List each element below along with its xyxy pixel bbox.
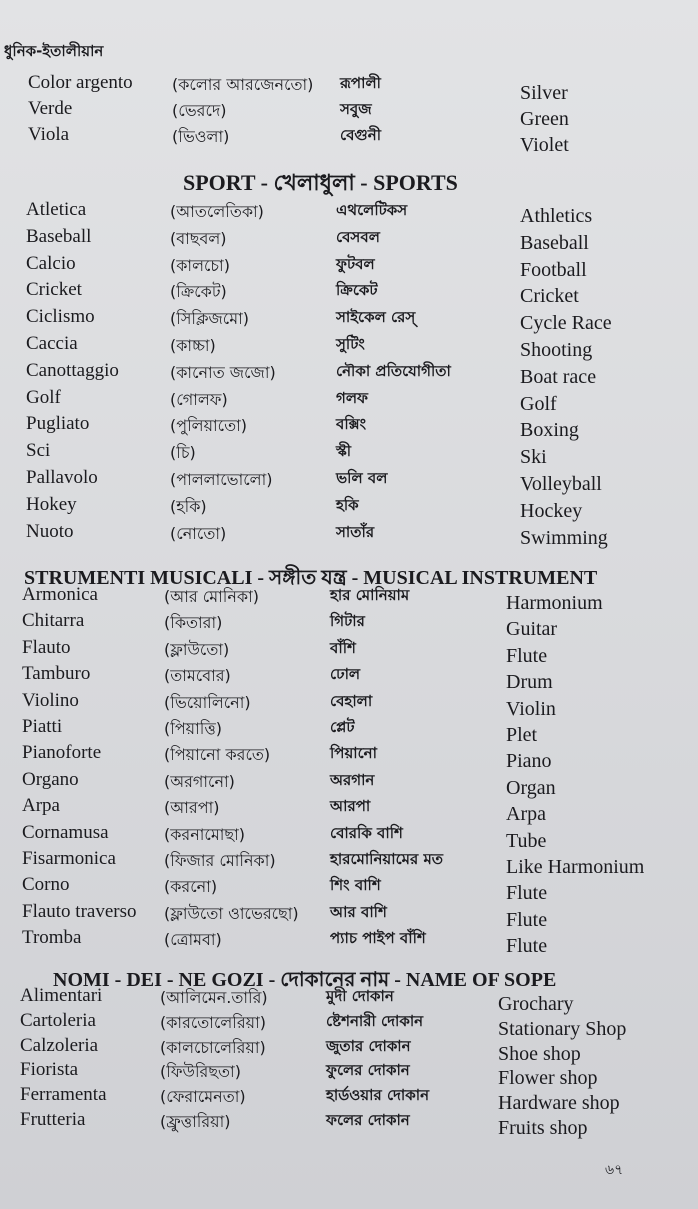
bengali-word: সবুজ: [340, 100, 372, 118]
english-word: Baseball: [520, 231, 589, 254]
vocab-row: [0, 1009, 698, 1040]
bengali-word: ক্রিকেট: [336, 281, 378, 300]
bengali-word: প্লেট: [330, 718, 355, 736]
bengali-word: বেহালা: [330, 691, 373, 710]
pronunciation: (চি): [170, 443, 196, 463]
english-word: Harmonium: [506, 592, 603, 614]
vocab-row: [0, 72, 698, 104]
vocab-row: [0, 124, 698, 156]
italian-word: Hokey: [26, 493, 77, 515]
sports-heading: SPORT - খেলাধুলা - SPORTS: [183, 170, 458, 195]
english-word: Athletics: [520, 205, 593, 227]
italian-word: Tromba: [22, 927, 82, 949]
italian-word: Cartoleria: [20, 1009, 96, 1031]
bengali-word: ফলের দোকান: [326, 1111, 410, 1129]
vocab-row: [0, 848, 698, 878]
italian-word: Caccia: [26, 333, 78, 354]
italian-word: Cornamusa: [22, 821, 109, 843]
vocab-row: [0, 467, 698, 493]
bengali-word: বক্সিং: [336, 415, 367, 434]
pronunciation: (পিয়াত্তি): [164, 719, 223, 738]
bengali-word: বেসবল: [336, 227, 380, 246]
pronunciation: (সিক্লিজমো): [170, 309, 250, 329]
english-word: Ski: [520, 446, 547, 469]
vocab-row: [0, 716, 698, 746]
pronunciation: (তামবোর): [164, 666, 231, 686]
english-word: Green: [520, 108, 569, 130]
vocab-row: [0, 742, 698, 773]
pronunciation: (ফ্লাউতো): [164, 639, 230, 659]
italian-word: Pugliato: [26, 413, 90, 435]
pronunciation: (গোলফ): [170, 389, 228, 409]
italian-word: Pianoforte: [22, 742, 102, 764]
bengali-word: হকি: [336, 495, 359, 514]
italian-word: Flauto traverso: [22, 900, 137, 922]
english-word: Flower shop: [498, 1067, 598, 1090]
italian-word: Alimentari: [20, 985, 103, 1006]
vocab-row: [0, 98, 698, 130]
vocab-row: [0, 199, 698, 225]
pronunciation: (হকি): [170, 496, 207, 516]
vocab-row: [0, 768, 698, 799]
pronunciation: (ভিওলা): [172, 127, 230, 146]
vocab-row: [0, 494, 698, 520]
pronunciation: (ফেরামেনতা): [160, 1087, 246, 1107]
bengali-word: প্যাচ পাইপ বাঁশি: [330, 929, 426, 948]
bengali-word: আরপা: [330, 797, 371, 816]
shops-heading: NOMI - DEI - NE GOZI - দোকানের নাম - NAME OF SOPE: [53, 969, 557, 991]
english-word: Volleyball: [520, 473, 602, 495]
vocab-row: [0, 610, 698, 641]
english-word: Like Harmonium: [506, 856, 645, 878]
pronunciation: (ভেরদে): [172, 101, 227, 120]
page-number: ৬৭: [605, 1162, 624, 1178]
music-heading: STRUMENTI MUSICALI - সঙ্গীত যন্ত্র - MUSICAL INSTRUMENT: [24, 567, 598, 589]
bengali-word: হারমোনিয়ামের মত: [330, 850, 444, 868]
vocab-row: [0, 1109, 698, 1139]
english-word: Guitar: [506, 618, 558, 641]
vocab-row: [0, 795, 698, 826]
italian-word: Calcio: [26, 252, 76, 274]
bengali-word: মুদী দোকান: [326, 987, 394, 1005]
bengali-word: সুটিং: [336, 335, 365, 353]
italian-word: Armonica: [22, 584, 98, 605]
english-word: Hardware shop: [498, 1092, 620, 1115]
italian-word: Nuoto: [26, 520, 74, 542]
english-word: Boat race: [520, 365, 597, 388]
bengali-word: স্কী: [336, 442, 352, 461]
pronunciation: (কালচো): [170, 255, 230, 275]
italian-word: Verde: [28, 98, 73, 119]
english-word: Flute: [506, 908, 548, 931]
italian-word: Viola: [28, 124, 70, 145]
vocab-row: [0, 1034, 698, 1065]
bengali-word: নৌকা প্রতিযোগীতা: [336, 361, 451, 380]
vocab-row: [0, 521, 698, 547]
running-header: ধুনিক-ইতালীয়ান: [4, 42, 104, 60]
vocab-row: [0, 584, 698, 614]
pronunciation: (কাচ্চা): [170, 336, 216, 355]
italian-word: Arpa: [22, 795, 60, 817]
vocab-row: [0, 1059, 698, 1090]
english-word: Shoe shop: [498, 1042, 581, 1065]
vocab-row: [0, 874, 698, 905]
bengali-word: ফুলের দোকান: [326, 1061, 410, 1080]
pronunciation: (পুলিয়াতো): [170, 416, 247, 436]
bengali-word: ঢোল: [330, 665, 361, 684]
english-word: Violet: [520, 134, 569, 156]
pronunciation: (করনামোছা): [164, 824, 245, 844]
bengali-word: ষ্টেশনারী দোকান: [326, 1011, 424, 1030]
english-word: Stationary Shop: [498, 1017, 627, 1040]
pronunciation: (পিয়ানো করতে): [164, 745, 271, 765]
bengali-word: হার মোনিয়াম: [330, 586, 410, 604]
bengali-word: গলফ: [336, 388, 368, 407]
italian-word: Canottaggio: [26, 359, 119, 381]
italian-word: Organo: [22, 768, 79, 790]
vocab-row: [0, 226, 698, 252]
pronunciation: (কানোত জজো): [170, 362, 276, 382]
italian-word: Baseball: [26, 225, 92, 247]
vocab-row: [0, 440, 698, 469]
italian-word: Fisarmonica: [22, 848, 116, 869]
english-word: Shooting: [520, 339, 593, 361]
italian-word: Sci: [26, 440, 51, 462]
bengali-word: জুতার দোকান: [326, 1036, 411, 1055]
vocab-row: [0, 279, 698, 308]
bengali-word: আর বাশি: [330, 902, 387, 921]
pronunciation: (করনো): [164, 877, 218, 897]
italian-word: Atletica: [26, 199, 87, 220]
vocab-row: [0, 387, 698, 413]
vocab-row: [0, 253, 698, 279]
english-word: Golf: [520, 392, 557, 415]
vocab-row: [0, 413, 698, 442]
italian-word: Piatti: [22, 716, 63, 737]
vocab-row: [0, 333, 698, 359]
english-word: Flute: [506, 935, 548, 958]
vocab-row: [0, 636, 698, 667]
pronunciation: (বাছবল): [170, 228, 227, 248]
english-word: Flute: [506, 882, 548, 905]
italian-word: Frutteria: [20, 1109, 86, 1130]
english-word: Football: [520, 258, 587, 281]
english-word: Hockey: [520, 499, 583, 522]
italian-word: Pallavolo: [26, 467, 98, 488]
english-word: Flute: [506, 644, 548, 667]
english-word: Violin: [506, 697, 556, 720]
pronunciation: (আরপা): [164, 798, 220, 818]
english-word: Grochary: [498, 993, 574, 1015]
vocab-row: [0, 663, 698, 694]
italian-word: Golf: [26, 386, 61, 408]
bengali-word: সাইকেল রেস্: [336, 308, 416, 327]
italian-word: Color argento: [28, 72, 133, 93]
pronunciation: (ফ্রুত্তারিয়া): [160, 1112, 231, 1131]
pronunciation: (ফিউরিছতা): [160, 1062, 241, 1082]
english-word: Cricket: [520, 285, 579, 308]
pronunciation: (আলিমেন.তারি): [160, 988, 268, 1007]
english-word: Swimming: [520, 526, 608, 549]
pronunciation: (কারতোলেরিয়া): [160, 1012, 266, 1032]
pronunciation: (ফ্লাউতো ওাভেরছো): [164, 903, 299, 923]
pronunciation: (অরগানো): [164, 771, 235, 791]
pronunciation: (কালচোলেরিয়া): [160, 1037, 266, 1057]
english-word: Tube: [506, 829, 547, 852]
italian-word: Ferramenta: [20, 1084, 107, 1106]
english-word: Organ: [506, 776, 556, 799]
italian-word: Chitarra: [22, 610, 85, 632]
vocab-row: [0, 306, 698, 335]
bengali-word: বোরকি বাশি: [330, 823, 403, 842]
english-word: Piano: [506, 750, 552, 773]
pronunciation: (ভিয়োলিনো): [164, 692, 251, 712]
english-word: Arpa: [506, 803, 546, 826]
bengali-word: পিয়ানো: [330, 744, 377, 763]
vocab-row: [0, 1084, 698, 1115]
italian-word: Violino: [22, 689, 79, 711]
bengali-word: এথলেটিকস: [336, 201, 408, 219]
pronunciation: (ক্রিকেট): [170, 282, 227, 302]
italian-word: Ciclismo: [26, 306, 95, 328]
bengali-word: রূপালী: [340, 74, 381, 92]
english-word: Boxing: [520, 419, 579, 442]
english-word: Cycle Race: [520, 312, 612, 335]
vocab-row: [0, 985, 698, 1015]
italian-word: Calzoleria: [20, 1034, 99, 1056]
pronunciation: (ত্রোমবা): [164, 930, 222, 950]
bengali-word: হার্ডওয়ার দোকান: [326, 1086, 430, 1105]
italian-word: Flauto: [22, 636, 71, 658]
vocab-row: [0, 900, 698, 931]
italian-word: Tamburo: [22, 663, 91, 685]
pronunciation: (ফিজার মোনিকা): [164, 851, 276, 870]
pronunciation: (কলোর আরজেনতো): [172, 75, 314, 94]
italian-word: Cricket: [26, 279, 82, 301]
pronunciation: (আর মোনিকা): [164, 587, 260, 606]
pronunciation: (আতলেতিকা): [170, 202, 264, 221]
bengali-word: গিটার: [330, 612, 365, 631]
vocab-row: [0, 360, 698, 386]
bengali-word: ফুটবল: [336, 254, 375, 273]
vocab-row: [0, 821, 698, 852]
english-word: Plet: [506, 724, 538, 746]
bengali-word: ভলি বল: [336, 469, 388, 487]
pronunciation: (পাললাভোলো): [170, 470, 273, 489]
vocab-row: [0, 927, 698, 958]
pronunciation: (কিতারা): [164, 613, 223, 633]
bengali-word: বেগুনী: [340, 126, 381, 144]
italian-word: Corno: [22, 874, 70, 896]
bengali-word: অরগান: [330, 770, 375, 789]
english-word: Drum: [506, 671, 553, 694]
vocab-row: [0, 689, 698, 720]
english-word: Silver: [520, 82, 568, 104]
italian-word: Fiorista: [20, 1059, 79, 1081]
english-word: Fruits shop: [498, 1117, 588, 1139]
bengali-word: সাতাঁর: [336, 522, 375, 541]
pronunciation: (নোতো): [170, 523, 227, 543]
bengali-word: বাঁশি: [330, 638, 356, 657]
bengali-word: শিং বাশি: [330, 876, 381, 895]
